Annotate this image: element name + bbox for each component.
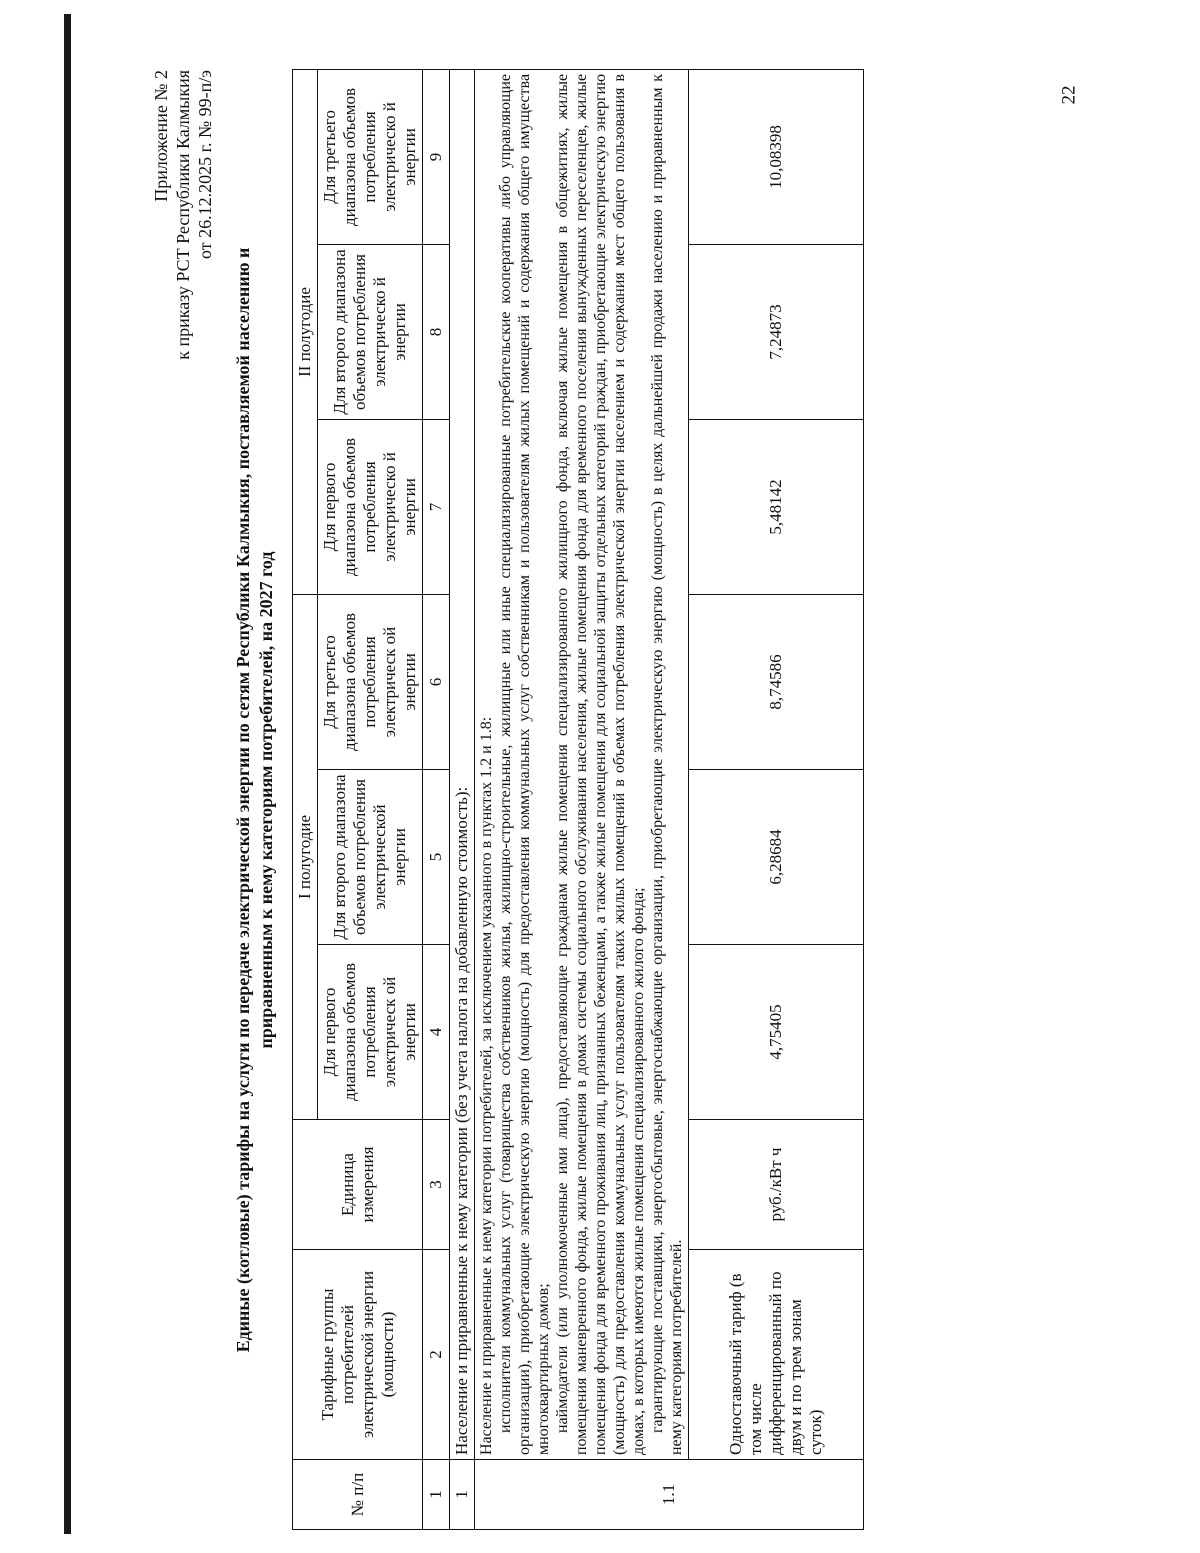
column-number: 1 <box>423 1460 450 1530</box>
column-number: 4 <box>423 945 450 1120</box>
column-number: 5 <box>423 770 450 945</box>
row-1-1-num: 1.1 <box>475 1460 864 1530</box>
header-col-8: Для второго диапазона объемов потребления электрическо й энергии <box>318 244 423 419</box>
appendix-line-1: Приложение № 2 <box>151 70 171 202</box>
section-row <box>450 69 475 1529</box>
appendix-line-2: к приказу РСТ Республики Калмыкия <box>173 70 193 360</box>
title-line-2: приравненным к нему категориям потребителей, на 2027 год <box>256 551 276 1049</box>
scan-edge-bar <box>64 14 71 1534</box>
appendix-line-3: от 26.12.2025 г. № 99-п/э <box>195 70 215 260</box>
header-col-7: Для первого диапазона объемов потребления электрическо й энергии <box>318 419 423 594</box>
tariff-value-col-6: 8,74586 <box>689 594 864 769</box>
tariff-table <box>292 69 864 1530</box>
section-num: 1 <box>450 1460 475 1530</box>
title-line-1: Единые (котловые) тарифы на услуги по передаче электрической энергии по сетям Республики Калмыкия, поставляемой населению и <box>233 247 253 1353</box>
description-paragraph-4: гарантирующие поставщики, энергосбытовые, энергоснабжающие организации, приобретающие электрическую энергию (мощность) в целях дальнейшей продажи населению и приравненным к нему категориям потребителей. <box>649 73 685 1455</box>
description-paragraph-2: исполнители коммунальных услуг (товарищества собственников жилья, жилищно-строительные, жилищные или иные специализированные потребительские кооперативы либо управляющие организации), приобретающие электрическую энергию (мощность) для предоставления коммунальных услуг собственникам и пользователям жилых помещений и содержания общего имущества многоквартирных домов; <box>497 73 552 1455</box>
description-paragraph-1: Население и приравненные к нему категории потребителей, за исключением указанного в пунктах 1.2 и 1.8: <box>478 716 495 1455</box>
header-col-9: Для третьего диапазона объемов потребления электрическо й энергии <box>318 69 423 244</box>
row-1-1-description-cell <box>475 69 689 1459</box>
tariff-value-col-4: 4,75405 <box>689 945 864 1120</box>
header-col-5: Для второго диапазона объемов потребления электрической энергии <box>318 770 423 945</box>
rotated-page-content <box>150 70 1050 1530</box>
column-number: 8 <box>423 244 450 419</box>
appendix-header <box>150 70 216 590</box>
page-number: 22 <box>1058 85 1080 105</box>
column-number: 3 <box>423 1120 450 1250</box>
header-num: № п/п <box>293 1460 423 1530</box>
tariff-unit: руб./кВт ч <box>689 1120 864 1250</box>
column-number: 7 <box>423 419 450 594</box>
tariff-value-col-8: 7,24873 <box>689 244 864 419</box>
header-half-1: I полугодие <box>293 594 318 1119</box>
tariff-value-col-5: 6,28684 <box>689 770 864 945</box>
header-col-4: Для первого диапазона объемов потребления электрическ ой энергии <box>318 945 423 1120</box>
tariff-value-col-7: 5,48142 <box>689 419 864 594</box>
header-row-1 <box>293 69 318 1529</box>
header-group: Тарифные группы потребителей электрической энергии (мощности) <box>293 1250 423 1460</box>
header-col-6: Для третьего диапазона объемов потребления электрическ ой энергии <box>318 594 423 769</box>
column-number: 9 <box>423 69 450 244</box>
column-number: 6 <box>423 594 450 769</box>
tariff-label: Одноставочный тариф (в том числе дифференцированный по двум и по трем зонам суток) <box>689 1250 864 1460</box>
row-1-1-description <box>475 69 689 1529</box>
column-number-row <box>423 69 450 1529</box>
section-text: Население и приравненные к нему категории (без учета налога на добавленную стоимость): <box>450 69 475 1459</box>
description-paragraph-3: наймодатели (или уполномоченные ими лица), предоставляющие гражданам жилые помещения специализированного жилищного фонда, включая жилые помещения в общежитиях, жилые помещения маневренного фонда, жилые помещения в домах системы социального обслуживания населения, жилые помещения фонда для временного поселения вынужденных переселенцев, жилые помещения фонда для временного проживания лиц, признанных беженцами, а также жилые помещения для социальной защиты отдельных категорий граждан, приобретающие электрическую энергию (мощность) для предоставления коммунальных услуг пользователям таких жилых помещений в объемах потребления электрической энергии населением и содержания мест общего пользования в домах, в которых имеются жилые помещения специализированного жилого фонда; <box>554 73 647 1455</box>
header-unit: Единица измерения <box>293 1120 423 1250</box>
column-number: 2 <box>423 1250 450 1460</box>
tariff-row <box>689 69 864 1529</box>
header-half-2: II полугодие <box>293 69 318 594</box>
tariff-value-col-9: 10,08398 <box>689 69 864 244</box>
document-title <box>232 70 278 1530</box>
